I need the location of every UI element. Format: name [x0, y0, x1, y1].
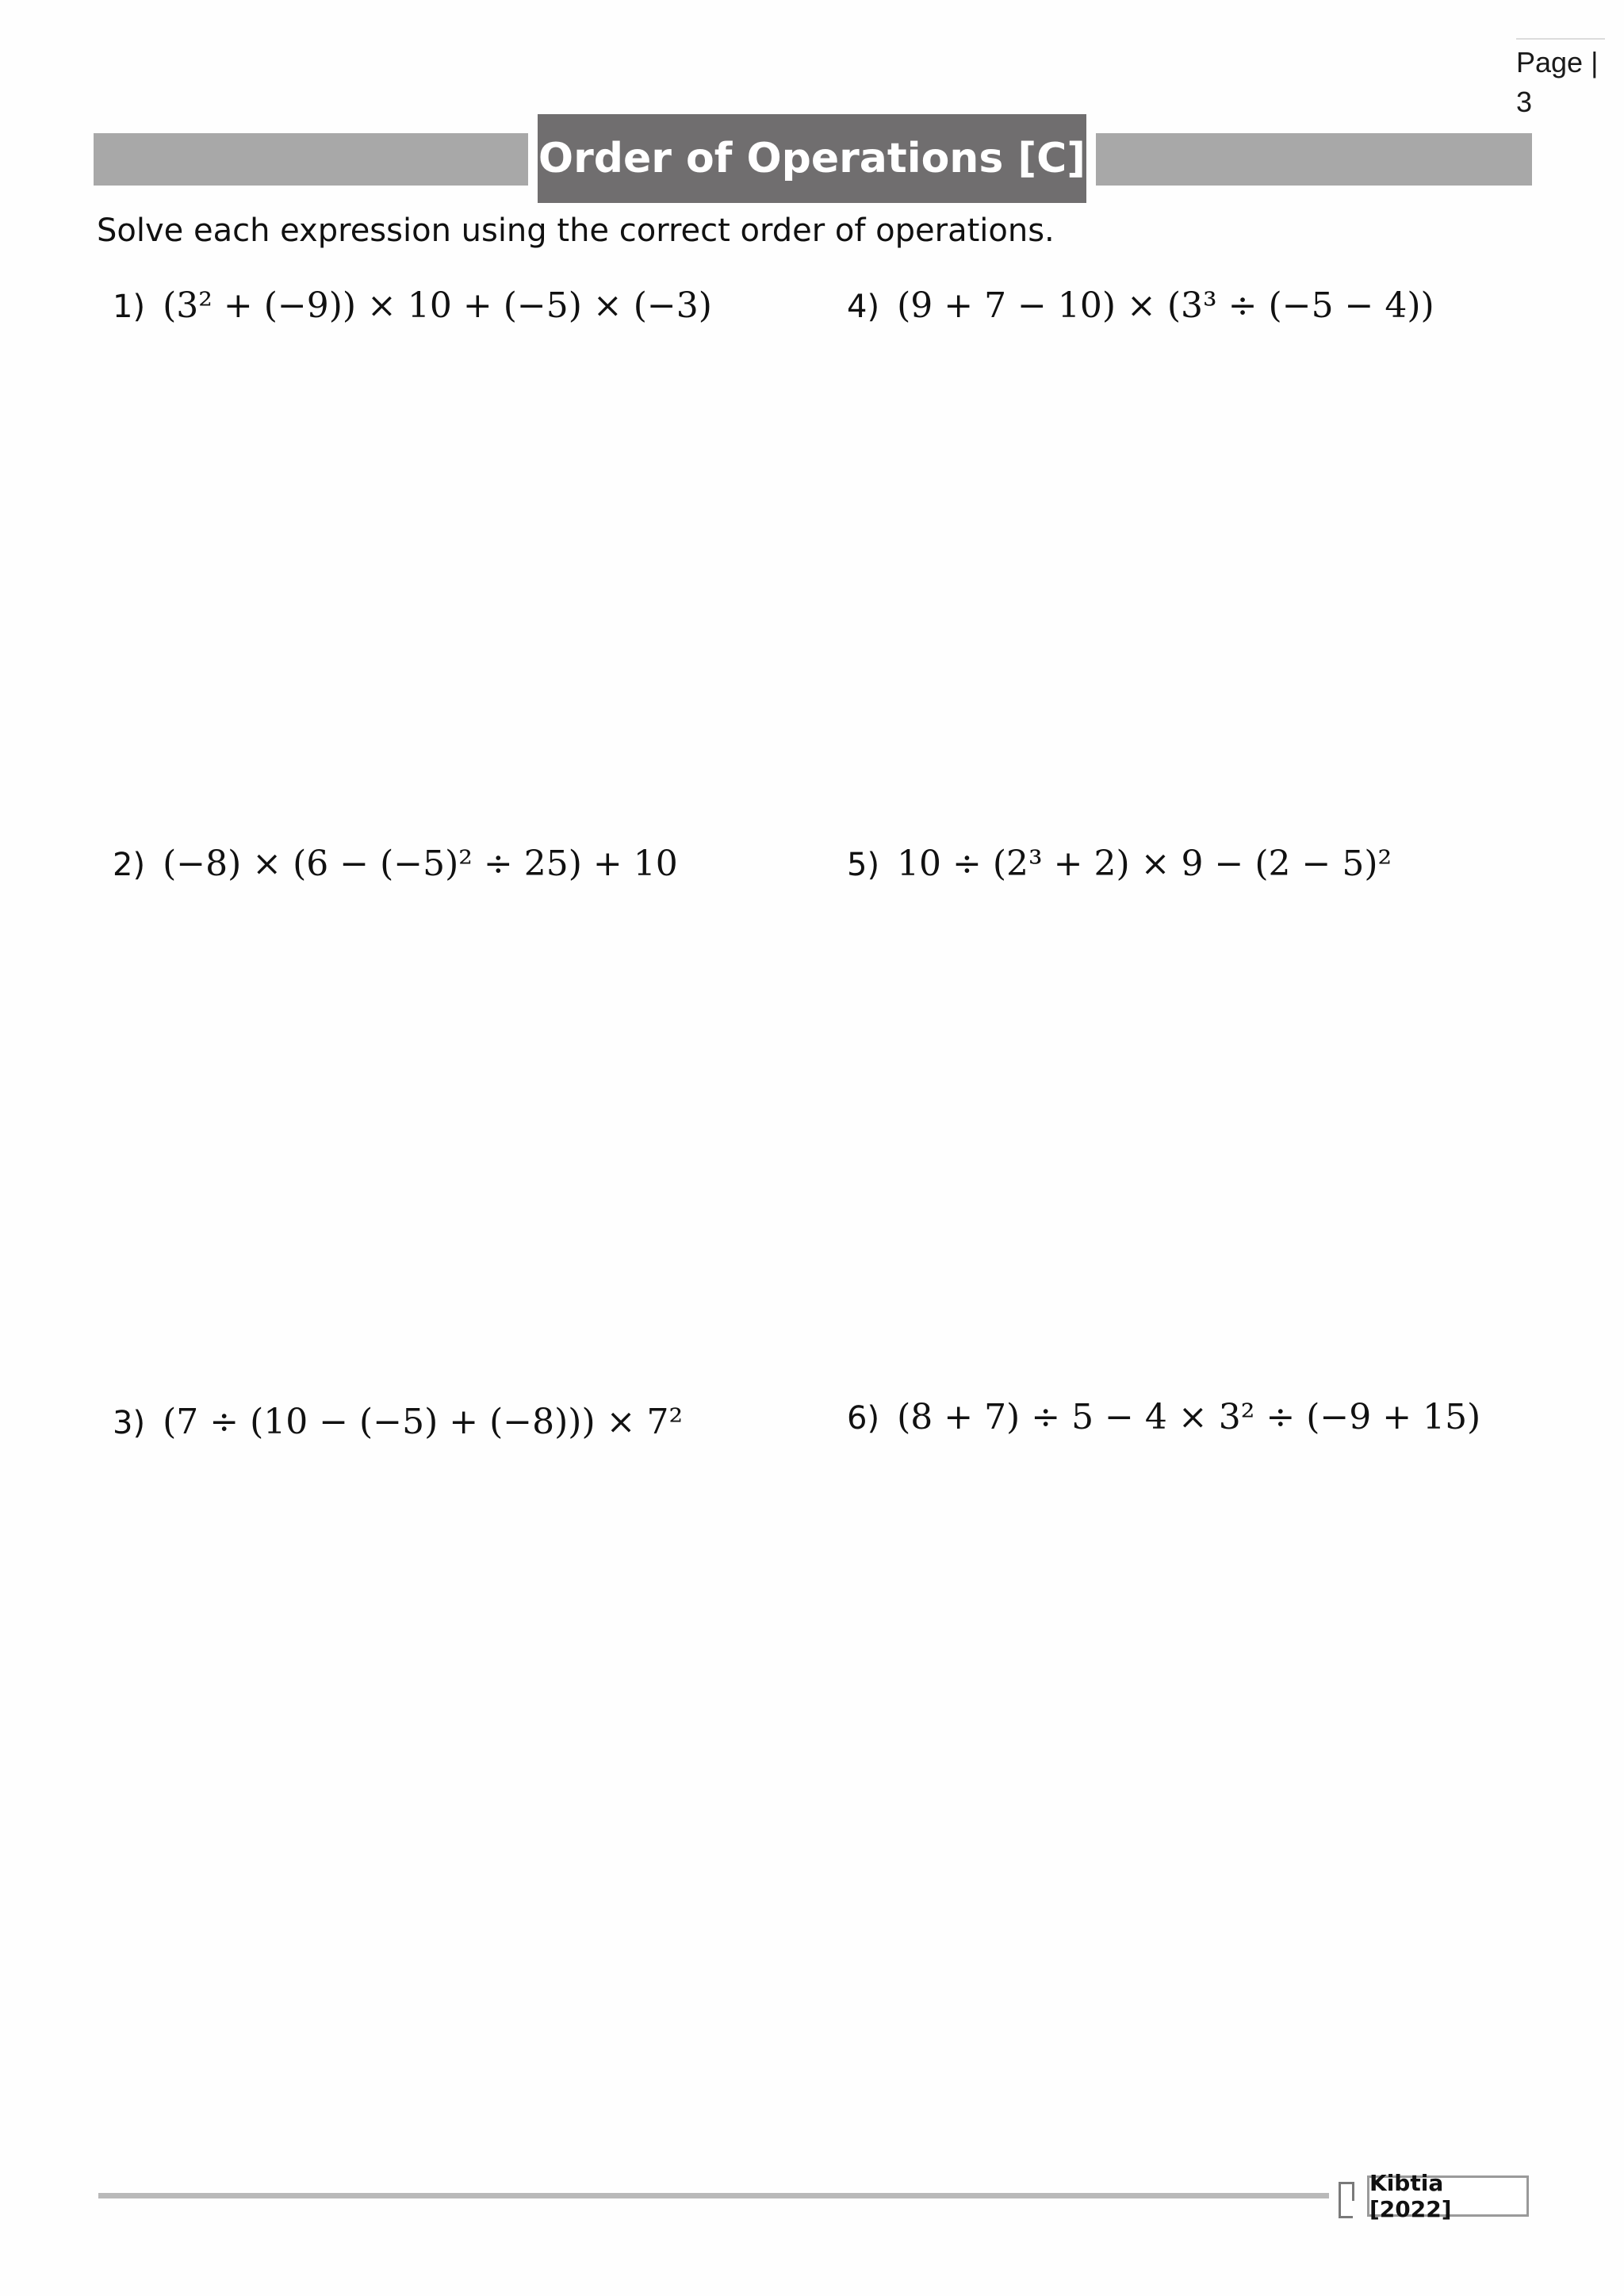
instructions: Solve each expression using the correct order of operations. — [97, 212, 1055, 249]
problem-5 — [847, 844, 1392, 884]
problem-expression: 10 ÷ (2³ + 2) × 9 − (2 − 5)² — [897, 844, 1392, 884]
title-bar-right — [1096, 133, 1532, 186]
problem-expression: (8 + 7) ÷ 5 − 4 × 3² ÷ (−9 + 15) — [897, 1397, 1481, 1437]
title-bar-left — [94, 133, 528, 186]
problem-expression: (7 ÷ (10 − (−5) + (−8))) × 7² — [163, 1402, 684, 1442]
problem-number: 1) — [113, 289, 146, 325]
page-title: Order of Operations [C] — [538, 114, 1086, 203]
problem-3 — [113, 1402, 683, 1442]
problem-expression: (−8) × (6 − (−5)² ÷ 25) + 10 — [163, 844, 678, 884]
footer-bracket-tip — [1350, 2182, 1354, 2201]
page-number — [1516, 38, 1605, 122]
problem-number: 4) — [847, 289, 880, 325]
page-number-value: 3 — [1516, 86, 1533, 118]
problem-number: 6) — [847, 1400, 880, 1437]
footer-divider — [98, 2193, 1329, 2198]
page-label: Page | — [1516, 46, 1599, 78]
problem-number: 2) — [113, 847, 146, 883]
problem-expression: (9 + 7 − 10) × (3³ ÷ (−5 − 4)) — [897, 285, 1434, 326]
problem-1 — [113, 285, 712, 326]
problem-number: 5) — [847, 847, 880, 883]
problem-2 — [113, 844, 678, 884]
problem-4 — [847, 285, 1434, 326]
footer-brand: Kibtia [2022] — [1367, 2175, 1529, 2217]
problem-6 — [847, 1397, 1480, 1437]
problem-number: 3) — [113, 1405, 146, 1441]
problem-expression: (3² + (−9)) × 10 + (−5) × (−3) — [163, 285, 712, 326]
